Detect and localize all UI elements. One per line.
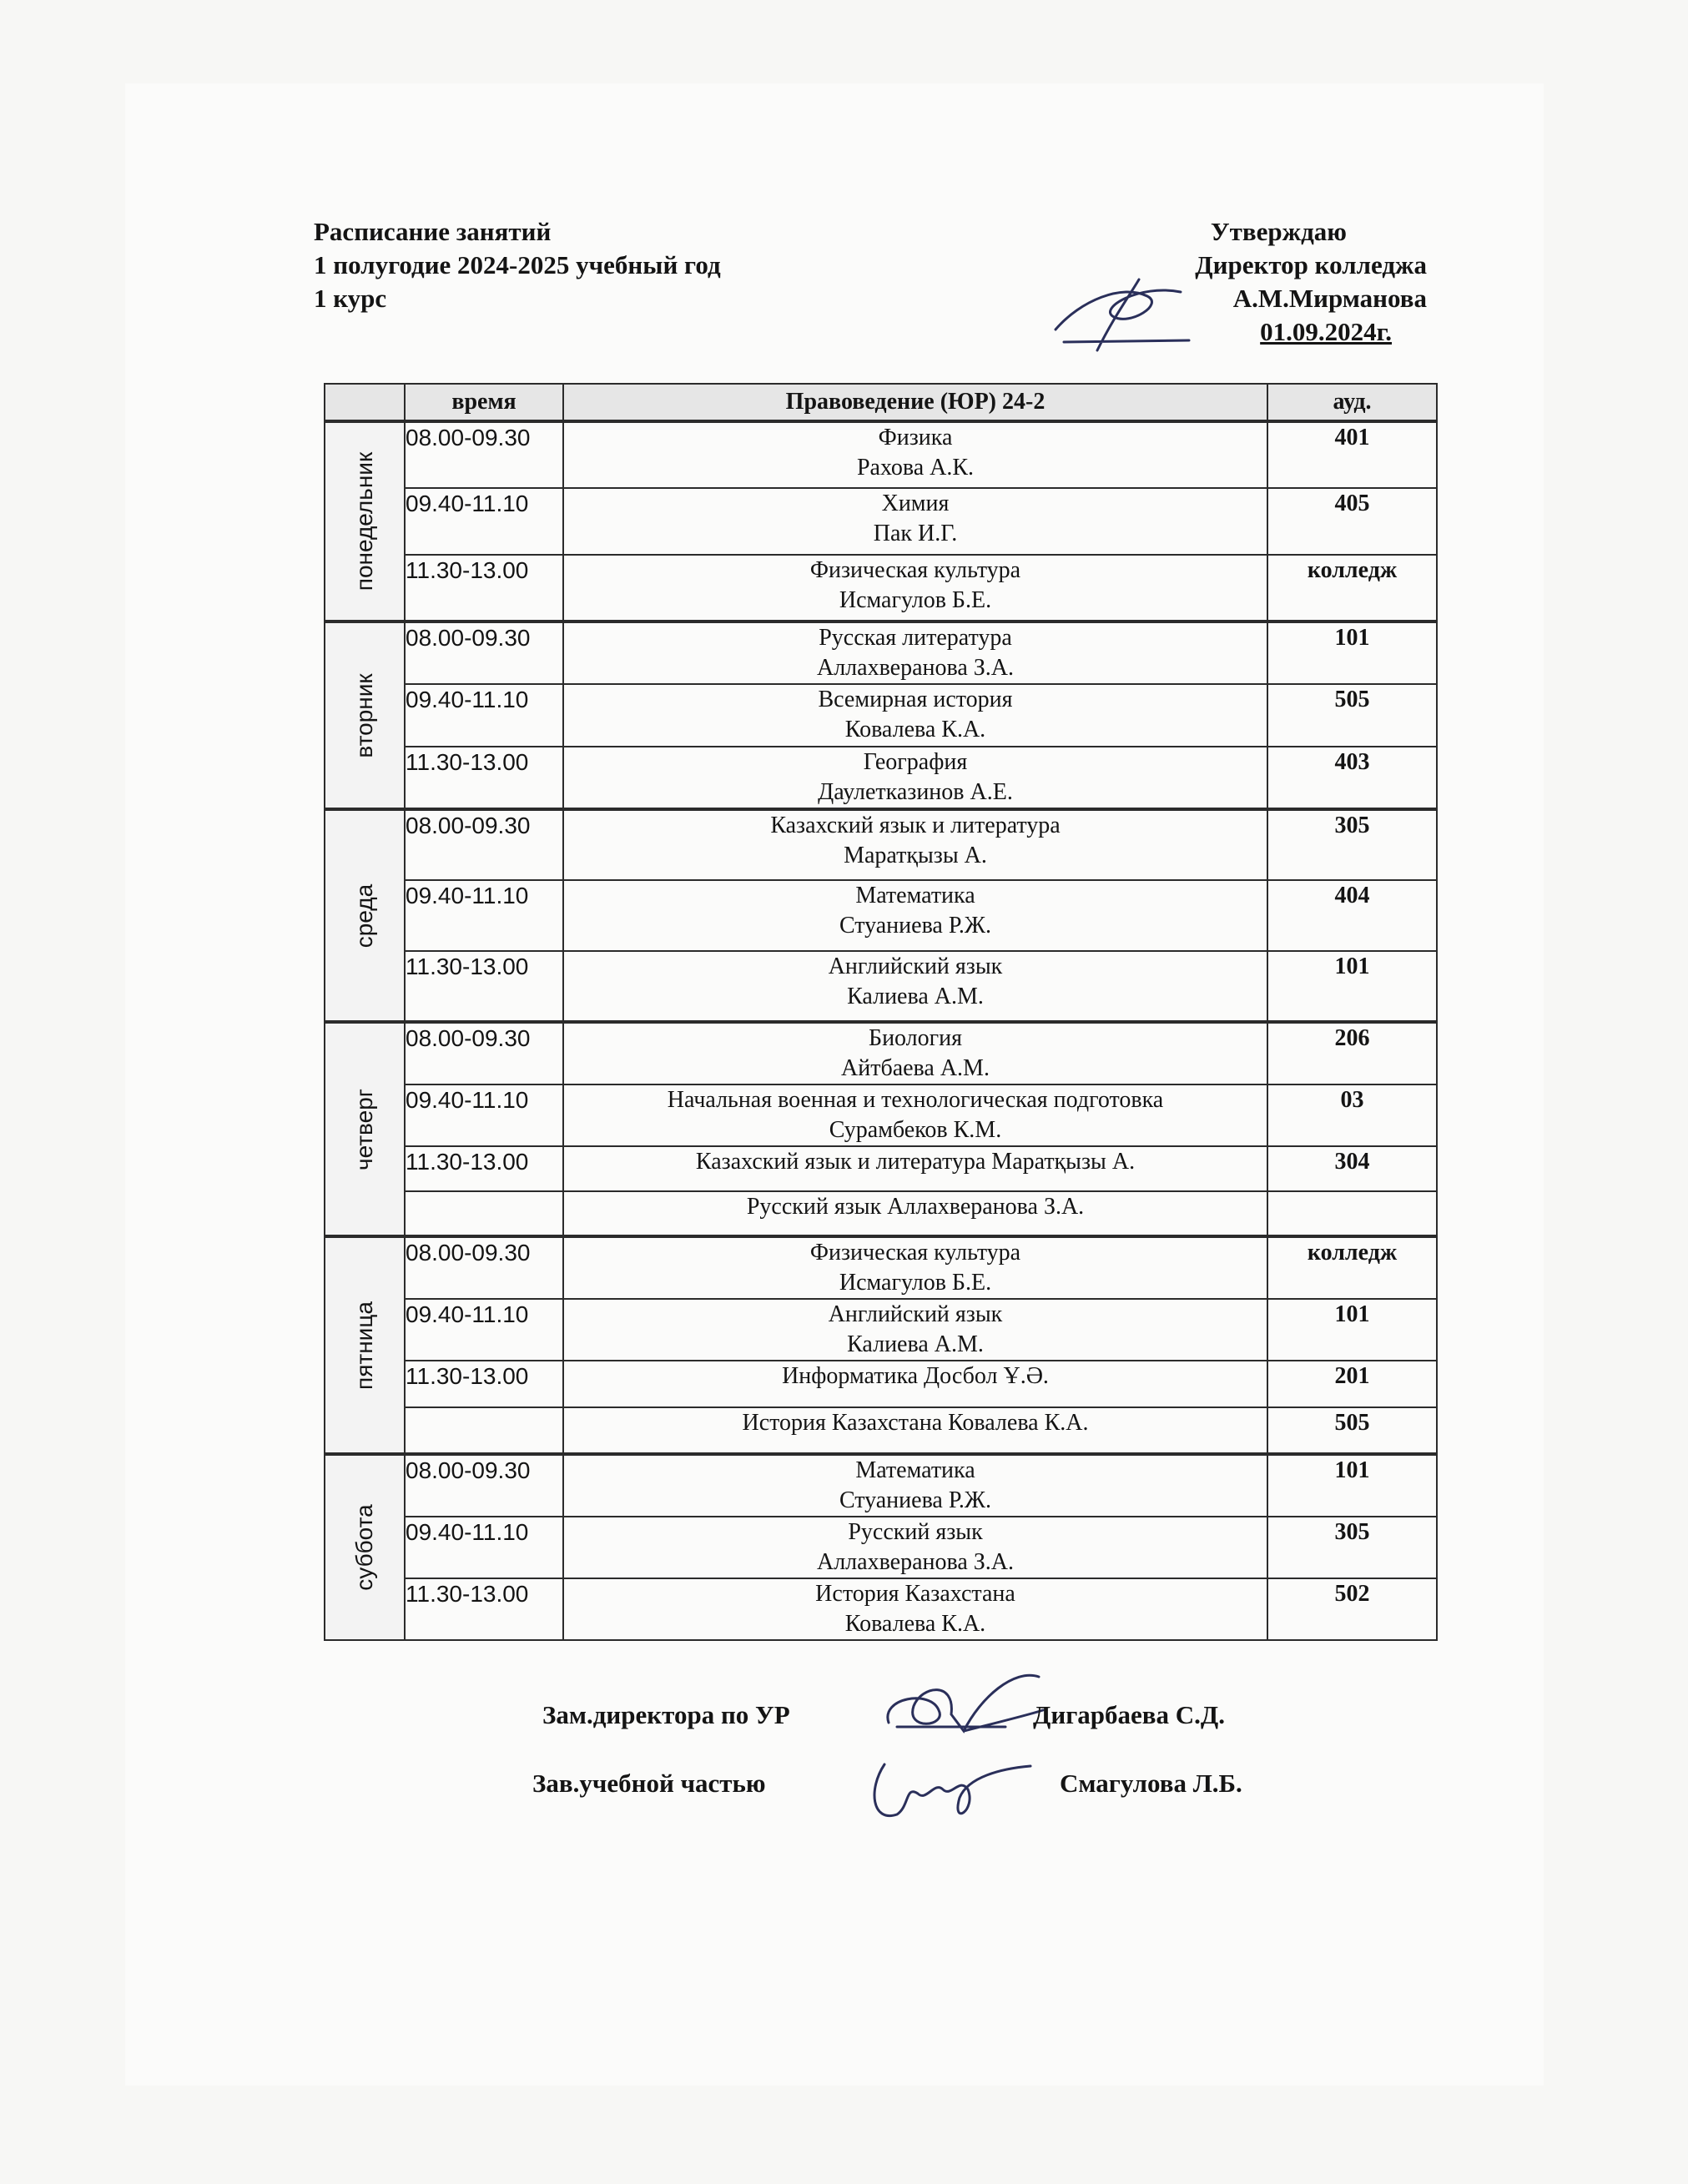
day-cell [325, 1022, 405, 1236]
teacher-name: Калиева А.М. [847, 1331, 984, 1357]
head-signature-icon [859, 1748, 1035, 1839]
schedule-table [324, 383, 1438, 1641]
schedule-course: 1 курс [314, 284, 387, 313]
time-cell: 08.00-09.30 [405, 809, 563, 880]
subject-cell [563, 1454, 1267, 1517]
subject-cell [563, 1084, 1267, 1146]
subject-name: Русский язык [848, 1519, 983, 1545]
teacher-name: Стуаниева Р.Ж. [839, 913, 992, 939]
time-cell: 09.40-11.10 [405, 684, 563, 747]
time-cell: 08.00-09.30 [405, 1236, 563, 1299]
teacher-name: Ковалева К.А. [844, 1611, 986, 1637]
day-header [325, 384, 405, 421]
signature-row [0, 1693, 1688, 1744]
subject-name: Английский язык [828, 1301, 1003, 1327]
time-cell: 08.00-09.30 [405, 621, 563, 684]
teacher-name: Маратқызы А. [844, 843, 987, 868]
subject-cell [563, 621, 1267, 684]
day-label: четверг [351, 1088, 377, 1170]
subject-name: География [863, 749, 968, 775]
time-cell: 11.30-13.00 [405, 1578, 563, 1640]
approve-word: Утверждаю [1210, 217, 1347, 246]
room-cell: 401 [1267, 421, 1437, 488]
room-cell: 502 [1267, 1578, 1437, 1640]
room-header: ауд. [1267, 384, 1437, 421]
signer-name: Смагулова Л.Б. [1060, 1769, 1242, 1798]
subject-cell [563, 1517, 1267, 1578]
room-cell: 505 [1267, 1407, 1437, 1454]
table-row [325, 1236, 1437, 1299]
table-row [325, 488, 1437, 555]
time-cell: 08.00-09.30 [405, 1022, 563, 1084]
schedule-body [325, 421, 1437, 1640]
subject-name: Химия [881, 491, 950, 516]
signer-role: Зав.учебной частью [532, 1769, 766, 1798]
table-row [325, 1407, 1437, 1454]
subject-cell [563, 809, 1267, 880]
schedule-period: 1 полугодие 2024-2025 учебный год [314, 250, 721, 279]
approve-position: Директор колледжа [1195, 250, 1427, 279]
table-row [325, 1578, 1437, 1640]
subject-cell [563, 555, 1267, 621]
room-cell: 101 [1267, 1454, 1437, 1517]
day-cell [325, 1236, 405, 1454]
subject-name: Русский язык Аллахверанова З.А. [746, 1194, 1085, 1220]
table-row [325, 1299, 1437, 1361]
teacher-name: Рахова А.К. [856, 455, 975, 481]
time-cell: 09.40-11.10 [405, 1299, 563, 1361]
subject-name: Математика [855, 1457, 975, 1483]
table-header-row [325, 384, 1437, 421]
subject-name: История Казахстана [815, 1581, 1015, 1607]
room-cell [1267, 1191, 1437, 1236]
time-cell: 09.40-11.10 [405, 1084, 563, 1146]
day-label: вторник [351, 672, 377, 758]
subject-name: Английский язык [828, 954, 1003, 979]
time-cell [405, 1407, 563, 1454]
subject-cell [563, 1299, 1267, 1361]
room-cell: 305 [1267, 1517, 1437, 1578]
subject-cell [563, 684, 1267, 747]
time-header: время [405, 384, 563, 421]
subject-name: История Казахстана Ковалева К.А. [742, 1410, 1089, 1436]
teacher-name: Ковалева К.А. [844, 717, 986, 742]
subject-cell [563, 1236, 1267, 1299]
subject-cell [563, 951, 1267, 1022]
room-cell: 404 [1267, 880, 1437, 951]
subject-name: Физика [878, 425, 953, 450]
subject-cell [563, 421, 1267, 488]
subject-name: Казахский язык и литература Маратқызы А. [695, 1149, 1136, 1175]
subject-name: Русская литература [819, 625, 1012, 651]
day-label: среда [351, 883, 377, 948]
teacher-name: Исмагулов Б.Е. [839, 1270, 992, 1296]
room-cell: 305 [1267, 809, 1437, 880]
room-cell: 405 [1267, 488, 1437, 555]
subject-name: Биология [868, 1025, 962, 1051]
day-label: понедельник [351, 451, 377, 591]
table-row [325, 684, 1437, 747]
approve-name: А.М.Мирманова [1232, 284, 1427, 313]
room-cell: 304 [1267, 1146, 1437, 1191]
room-cell: 03 [1267, 1084, 1437, 1146]
teacher-name: Аллахверанова З.А. [816, 1549, 1015, 1575]
time-cell [405, 1191, 563, 1236]
room-cell: 101 [1267, 951, 1437, 1022]
room-cell: колледж [1267, 1236, 1437, 1299]
table-row [325, 1191, 1437, 1236]
signature-row [0, 1760, 1688, 1810]
table-row [325, 880, 1437, 951]
teacher-name: Пак И.Г. [873, 521, 958, 546]
table-row [325, 1084, 1437, 1146]
table-row [325, 555, 1437, 621]
table-row [325, 1146, 1437, 1191]
group-header: Правоведение (ЮР) 24-2 [563, 384, 1267, 421]
subject-name: Информатика Досбол Ұ.Ә. [782, 1363, 1049, 1389]
day-cell [325, 809, 405, 1022]
day-cell [325, 421, 405, 621]
time-cell: 11.30-13.00 [405, 555, 563, 621]
time-cell: 11.30-13.00 [405, 1361, 563, 1407]
approve-date: 01.09.2024г. [1260, 317, 1392, 346]
subject-name: Начальная военная и технологическая подготовка [667, 1087, 1164, 1113]
subject-name: Всемирная история [818, 687, 1013, 712]
time-cell: 09.40-11.10 [405, 880, 563, 951]
schedule-header [314, 215, 721, 315]
day-cell [325, 621, 405, 809]
table-row [325, 951, 1437, 1022]
table-row [325, 421, 1437, 488]
teacher-name: Даулетказинов А.Е. [818, 779, 1013, 805]
room-cell: 206 [1267, 1022, 1437, 1084]
subject-cell [563, 1022, 1267, 1084]
time-cell: 11.30-13.00 [405, 747, 563, 809]
time-cell: 08.00-09.30 [405, 1454, 563, 1517]
table-row [325, 747, 1437, 809]
table-row [325, 1361, 1437, 1407]
room-cell: 101 [1267, 1299, 1437, 1361]
teacher-name: Айтбаева А.М. [841, 1055, 990, 1081]
day-cell [325, 1454, 405, 1640]
subject-cell [563, 1146, 1267, 1191]
teacher-name: Калиева А.М. [847, 984, 984, 1009]
table-row [325, 621, 1437, 684]
deputy-signature-icon [872, 1664, 1047, 1756]
subject-name: Физическая культура [809, 557, 1021, 583]
table-row [325, 809, 1437, 880]
subject-cell [563, 1578, 1267, 1640]
room-cell: колледж [1267, 555, 1437, 621]
subject-cell [563, 1191, 1267, 1236]
teacher-name: Исмагулов Б.Е. [839, 587, 992, 613]
day-label: суббота [351, 1504, 377, 1591]
subject-cell [563, 1361, 1267, 1407]
subject-name: Казахский язык и литература [770, 813, 1061, 838]
teacher-name: Стуаниева Р.Ж. [839, 1487, 992, 1513]
teacher-name: Сурамбеков К.М. [829, 1117, 1002, 1143]
time-cell: 11.30-13.00 [405, 951, 563, 1022]
signer-role: Зам.директора по УР [542, 1700, 790, 1729]
table-row [325, 1517, 1437, 1578]
director-signature-icon [1047, 267, 1197, 359]
schedule-title: Расписание занятий [314, 217, 552, 246]
room-cell: 101 [1267, 621, 1437, 684]
time-cell: 09.40-11.10 [405, 488, 563, 555]
subject-cell [563, 880, 1267, 951]
room-cell: 403 [1267, 747, 1437, 809]
room-cell: 201 [1267, 1361, 1437, 1407]
subject-name: Физическая культура [809, 1240, 1021, 1266]
subject-cell [563, 1407, 1267, 1454]
signer-name: Дигарбаева С.Д. [1033, 1700, 1225, 1729]
room-cell: 505 [1267, 684, 1437, 747]
subject-cell [563, 488, 1267, 555]
subject-cell [563, 747, 1267, 809]
time-cell: 08.00-09.30 [405, 421, 563, 488]
day-label: пятница [351, 1301, 377, 1390]
time-cell: 11.30-13.00 [405, 1146, 563, 1191]
subject-name: Математика [855, 883, 975, 908]
table-row [325, 1454, 1437, 1517]
teacher-name: Аллахверанова З.А. [816, 655, 1015, 681]
time-cell: 09.40-11.10 [405, 1517, 563, 1578]
table-row [325, 1022, 1437, 1084]
